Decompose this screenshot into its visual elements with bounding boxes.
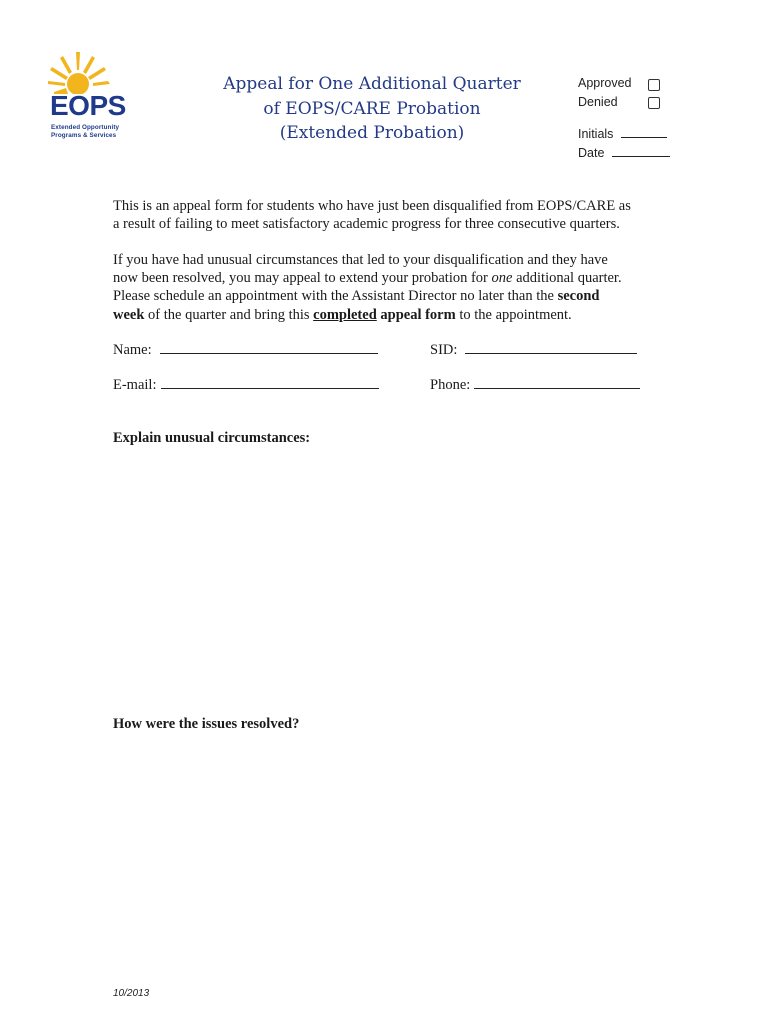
instructions-bold-completed: completed (313, 306, 377, 323)
initials-row (578, 125, 667, 141)
name-label: Name: (113, 342, 152, 358)
email-input-line[interactable] (161, 375, 379, 389)
issues-resolved-heading: How were the issues resolved? (113, 716, 300, 732)
instructions-line2 (113, 269, 673, 287)
phone-field-row (430, 375, 640, 394)
phone-input-line[interactable] (474, 375, 640, 389)
initials-label: Initials (578, 127, 614, 141)
email-field-row (113, 375, 379, 394)
title-line1: Appeal for One Additional Quarter (223, 74, 521, 94)
denied-label: Denied (578, 95, 618, 109)
revision-date: 10/2013 (113, 988, 150, 999)
name-input-line[interactable] (160, 340, 378, 354)
intro-paragraph (113, 197, 673, 233)
logo-subtitle-line1: Extended Opportunity (51, 124, 120, 131)
instructions-line3-text: Please schedule an appointment with the Assistant Director no later than the (113, 288, 558, 305)
date-label: Date (578, 146, 605, 160)
intro-line1: This is an appeal form for students who have just been disqualified from EOPS/CARE as (113, 198, 631, 214)
date-field[interactable] (612, 144, 670, 157)
approved-label: Approved (578, 76, 632, 90)
instructions-line2-text: now been resolved, you may appeal to extend your probation for (113, 270, 492, 287)
sid-input-line[interactable] (465, 340, 637, 354)
instructions-bold-second: second (557, 288, 600, 305)
instructions-emphasis-one: one (491, 270, 513, 287)
issues-resolved-answer-area[interactable] (113, 740, 673, 970)
eops-logo-sun-icon (48, 50, 112, 94)
email-label: E-mail: (113, 377, 157, 393)
approved-checkbox[interactable] (648, 79, 660, 91)
logo-wordmark: EOPS (50, 90, 126, 121)
instructions-line4-end: to the appointment. (455, 306, 572, 323)
instructions-bold-week: week (113, 306, 145, 323)
logo-subtitle (51, 124, 119, 140)
form-title (200, 72, 544, 146)
instructions-line1: If you have had unusual circumstances that led to your disqualification and they have (113, 252, 608, 268)
sid-label: SID: (430, 342, 458, 358)
intro-line2: a result of failing to meet satisfactory academic progress for three consecutive quarters. (113, 216, 620, 233)
title-line3: (Extended Probation) (279, 123, 465, 143)
instructions-bold-appeal-form: appeal form (380, 306, 456, 323)
instructions-line4-text: of the quarter and bring this (144, 306, 314, 323)
date-row (578, 144, 670, 160)
explain-circumstances-answer-area[interactable] (113, 455, 673, 705)
instructions-line3 (113, 287, 673, 305)
logo-subtitle-line2: Programs & Services (51, 132, 117, 139)
name-field-row (113, 340, 378, 359)
sid-field-row (430, 340, 637, 359)
instructions-paragraph (113, 251, 673, 324)
initials-field[interactable] (621, 125, 667, 138)
explain-circumstances-heading: Explain unusual circumstances: (113, 430, 311, 446)
phone-label: Phone: (430, 377, 471, 393)
instructions-line2-end: additional quarter. (512, 270, 622, 287)
title-line2: of EOPS/CARE Probation (263, 98, 481, 119)
denied-checkbox[interactable] (648, 97, 660, 109)
instructions-line4 (113, 306, 673, 324)
